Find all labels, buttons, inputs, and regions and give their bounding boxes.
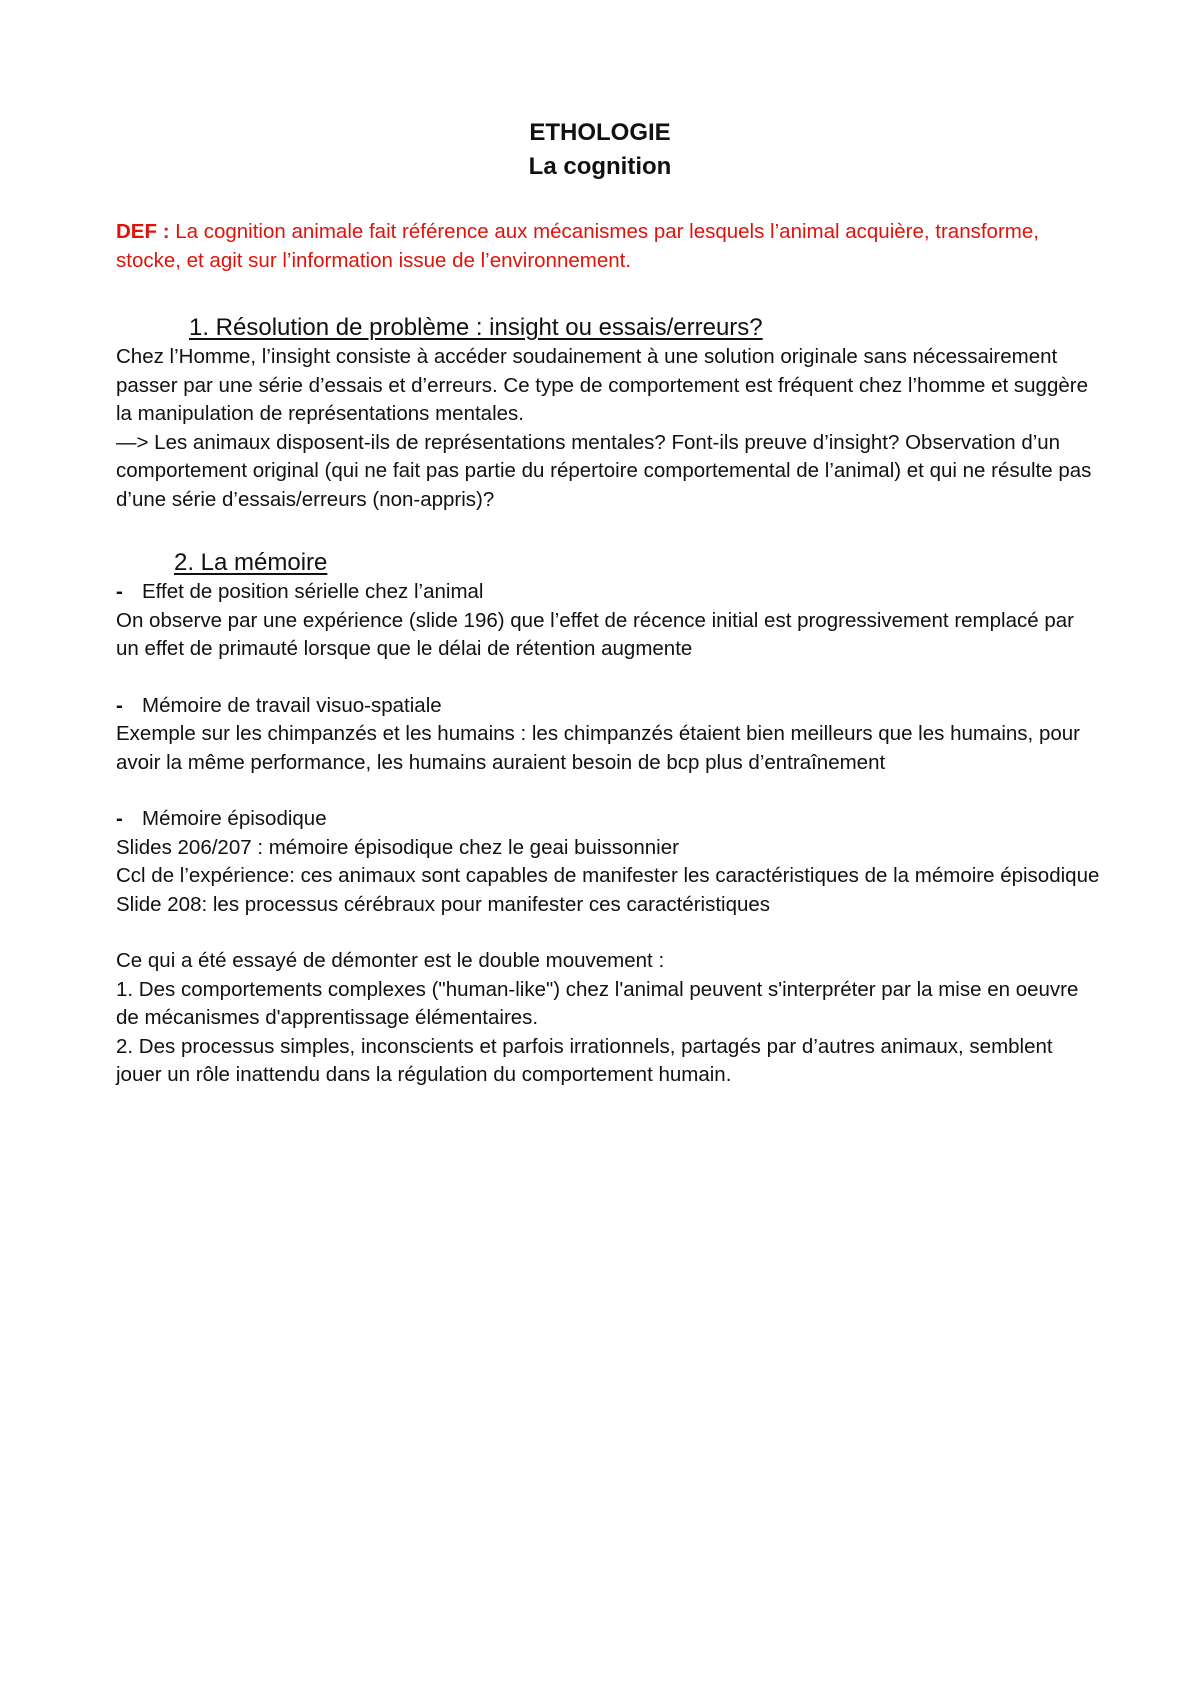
list-item-text: On observe par une expérience (slide 196) que l’effet de récence initial est progressivement remplacé par un effet de primauté lorsque que le délai de rétention augmente (116, 608, 1074, 660)
list-item (116, 692, 1100, 721)
list-item-title: Mémoire de travail visuo-spatiale (142, 693, 442, 717)
list-item-text: Slide 208: les processus cérébraux pour manifester ces caractéristiques (116, 892, 771, 916)
conclusion-text: 2. Des processus simples, inconscients et parfois irrationnels, partagés par d’autres animaux, semblent jouer un rôle inattendu dans la régulation du comportement humain. (116, 1034, 1053, 1086)
section1-heading: 1. Résolution de problème : insight ou essais/erreurs? (189, 314, 763, 341)
title-block (0, 116, 1200, 184)
section1-paragraph: Chez l’Homme, l’insight consiste à accéder soudainement à une solution originale sans nécessairement passer par une série d’essais et d’erreurs. Ce type de comportement est fréquent chez l’homme et suggère la manipulation de représentations mentales. (116, 345, 1088, 425)
list-item (116, 578, 1100, 607)
definition-text: La cognition animale fait référence aux mécanismes par lesquels l’animal acquière, transforme, stocke, et agit sur l’information issue de l’environnement. (116, 220, 1039, 272)
definition-label: DEF : (116, 220, 170, 243)
list-item-text: Exemple sur les chimpanzés et les humains : les chimpanzés étaient bien meilleurs que les humains, pour avoir la même performance, les humains auraient besoin de bcp plus d’entraînement (116, 722, 1080, 774)
list-item-title: Mémoire épisodique (142, 807, 327, 830)
conclusion-text: Ce qui a été essayé de démonter est le double mouvement : (116, 949, 665, 972)
list-item-text: Ccl de l’expérience: ces animaux sont capables de manifester les caractéristiques de la mémoire épisodique (116, 864, 1100, 887)
definition (116, 218, 1100, 275)
bullet-dash: - (116, 580, 123, 603)
section1-paragraph: —> Les animaux disposent-ils de représentations mentales? Font-ils preuve d’insight? Observation d’un comportement original (qui ne fait pas partie du répertoire comportemental de l’animal) et qui ne résulte pas d’une série d’essais/erreurs (non-appris)? (116, 430, 1092, 511)
section2-heading: 2. La mémoire (174, 549, 328, 576)
bullet-dash: - (116, 693, 123, 717)
bullet-dash: - (116, 807, 123, 830)
conclusion-text: 1. Des comportements complexes ("human-like") chez l'animal peuvent s'interpréter par la mise en oeuvre de mécanismes d'apprentissage élémentaires. (116, 977, 1079, 1029)
list-item-text: Slides 206/207 : mémoire épisodique chez le geai buissonnier (116, 835, 679, 859)
document-subtitle: La cognition (528, 153, 672, 180)
list-item-title: Effet de position sérielle chez l’animal (142, 580, 484, 603)
document-body (116, 218, 1100, 1090)
list-item (116, 805, 1100, 834)
document-title: ETHOLOGIE (529, 119, 671, 146)
